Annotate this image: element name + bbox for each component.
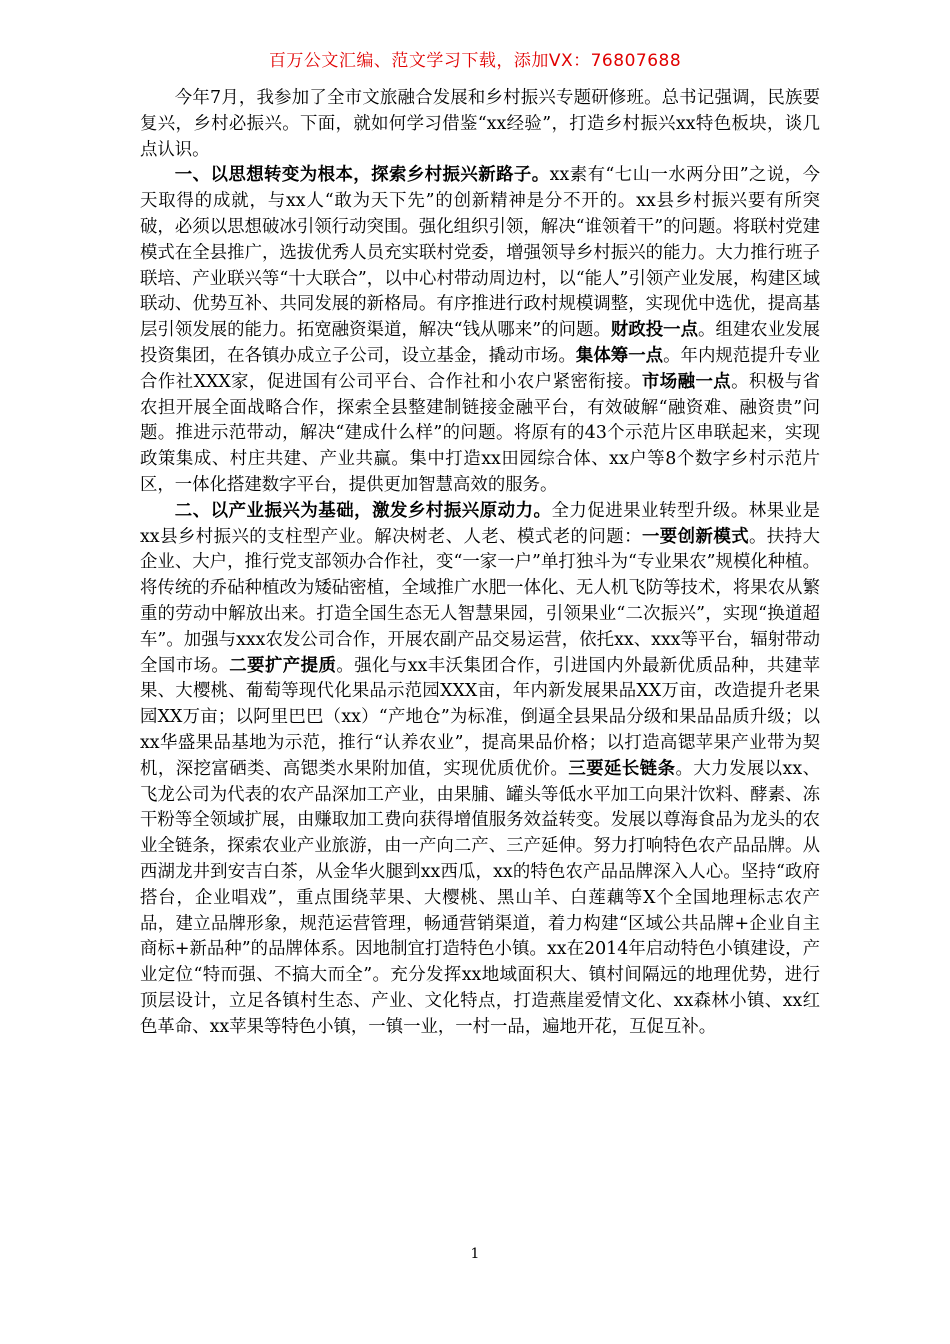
section-2-paragraph xyxy=(140,499,820,1041)
section-2-text-c: 。强化与xx丰沃集团合作，引进国内外最新优质品种，共建苹果、大樱桃、葡萄等现代化果品示范园XXX亩，年内新发展果品XX万亩，改造提升老果园XX万亩；以阿里巴巴（xx）“产地仓”为标准，倒逼全县果品分级和果品品质升级；以xx华盛果品基地为示范，推行“认养农业”，提高果品价格；以打造高锶苹果产业带为契机，深挖富硒类、高锶类水果附加值，实现优质优价。 xyxy=(140,655,820,779)
section-1-bold-2: 集体筹一点 xyxy=(575,345,664,366)
section-2-bold-3: 三要延长链条 xyxy=(568,758,676,779)
section-2-text-a: 全力促进果业转型升级。林果业是xx县乡村振兴的支柱型产业。解决树老、人老、模式老的问题： xyxy=(140,500,820,547)
section-2-text-d: 。大力发展以xx、飞龙公司为代表的农产品深加工产业，由果脯、罐头等低水平加工向果汁饮料、酵素、冻干粉等全领域扩展，由赚取加工费向获得增值服务效益转变。发展以尊海食品为龙头的农业全链条，探索农业产业旅游，由一产向二产、三产延伸。努力打响特色农产品品牌。从西湖龙井到安吉白茶，从金华火腿到xx西瓜，xx的特色农产品品牌深入人心。坚持“政府搭台，企业唱戏”，重点围绕苹果、大樱桃、黑山羊、白莲藕等X个全国地理标志农产品，建立品牌形象，规范运营管理，畅通营销渠道，着力构建“区域公共品牌+企业自主商标+新品种”的品牌体系。因地制宜打造特色小镇。xx在2014年启动特色小镇建设，产业定位“特而强、不搞大而全”。充分发挥xx地域面积大、镇村间隔远的地理优势，进行顶层设计，立足各镇村生态、产业、文化特点，打造燕崖爱情文化、xx森林小镇、xx红色革命、xx苹果等特色小镇，一镇一业，一村一品，遍地开花，互促互补。 xyxy=(140,758,820,1037)
document-body xyxy=(140,86,820,1040)
section-1-text-d: 。积极与省农担开展全面战略合作，探索全县整建制链接金融平台，有效破解“融资难、融资贵”问题。推进示范带动，解决“建成什么样”的问题。将原有的43个示范片区串联起来，实现政策集成、村庄共建、产业共赢。集中打造xx田园综合体、xx户等8个数字乡村示范片区，一体化搭建数字平台，提供更加智慧高效的服务。 xyxy=(140,371,820,495)
header-banner: 百万公文汇编、范文学习下载，添加VX：76807688 xyxy=(268,51,682,71)
section-1-paragraph xyxy=(140,163,820,498)
intro-paragraph: 今年7月，我参加了全市文旅融合发展和乡村振兴专题研修班。总书记强调，民族要复兴，乡村必振兴。下面，就如何学习借鉴“xx经验”，打造乡村振兴xx特色板块，谈几点认识。 xyxy=(140,88,820,160)
section-2-bold-2: 二要扩产提质 xyxy=(229,655,337,676)
section-2-bold-1: 一要创新模式 xyxy=(641,526,750,547)
section-1-text-b: 。组建农业发展投资集团，在各镇办成立子公司，设立基金，撬动市场。 xyxy=(140,320,820,366)
section-1-bold-1: 财政投一点 xyxy=(610,320,699,341)
section-2-heading: 二、以产业振兴为基础，激发乡村振兴原动力。 xyxy=(174,500,552,521)
page-number: 1 xyxy=(470,1246,480,1262)
section-1-text-c: 。年内规范提升专业合作社XXX家，促进国有公司平台、合作社和小农户紧密衔接。 xyxy=(140,345,820,392)
section-1-bold-3: 市场融一点 xyxy=(641,371,732,392)
section-1-heading: 一、以思想转变为根本，探索乡村振兴新路子。 xyxy=(174,165,550,186)
section-2-text-b: 。扶持大企业、大户，推行党支部领办合作社，变“一家一户”单打独斗为“专业果农”规模化种植。将传统的乔砧种植改为矮砧密植，全域推广水肥一体化、无人机飞防等技术，将果农从繁重的劳动中解放出来。打造全国生态无人智慧果园，引领果业“二次振兴”，实现“换道超车”。加强与xxx农发公司合作，开展农副产品交易运营，依托xx、xxx等平台，辐射带动全国市场。 xyxy=(140,526,820,676)
section-1-text-a: xx素有“七山一水两分田”之说，今天取得的成就，与xx人“敢为天下先”的创新精神是分不开的。xx县乡村振兴要有所突破，必须以思想破冰引领行动突围。强化组织引领，解决“谁领着干”的问题。将联村党建模式在全县推广，选拔优秀人员充实联村党委，增强领导乡村振兴的能力。大力推行班子联培、产业联兴等“十大联合”，以中心村带动周边村，以“能人”引领产业发展，构建区域联动、优势互补、共同发展的新格局。有序推进行政村规模调整，实现优中选优，提高基层引领发展的能力。拓宽融资渠道，解决“钱从哪来”的问题。 xyxy=(140,165,820,341)
